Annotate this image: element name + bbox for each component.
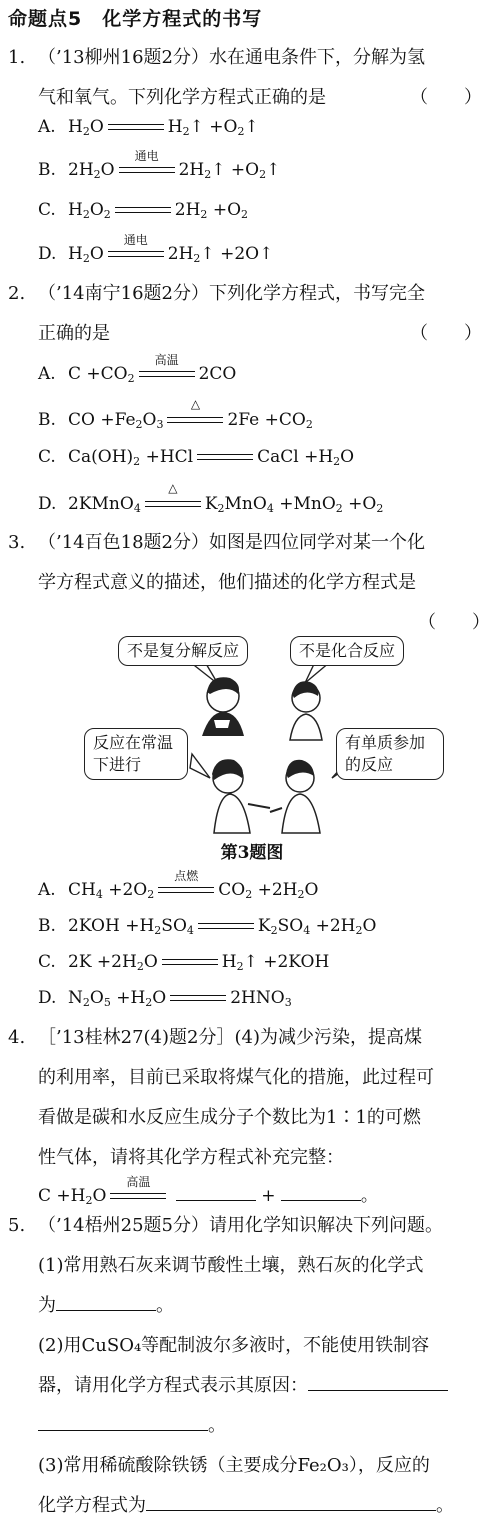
speech-bubble-3: 反应在常温下进行 (84, 728, 188, 780)
q1-option-a: A. $H_2O$ $H_2↑$ $+O_2↑$ (38, 117, 259, 138)
q3-option-c: C. $2K +2H_2O$ $H_2↑ +2KOH$ (38, 952, 330, 973)
question-5: 5. （’14梧州25题5分）请用化学知识解决下列问题。 (1)常用熟石灰来调节酸性土壤，熟石灰的化学式 为 。 (2)用CuSO₄等配制波尔多液时，不能使用铁制容 器，请用化学方程式表示其原因： 。 (3)常用稀硫酸除铁锈（主要成分Fe₂O₃），反应的 化学方程式为 。 (8, 1215, 454, 1516)
q1-option-c: C. $H_2O_2$ $2H_2 +O_2$ (38, 200, 249, 221)
question-3: 3. （’14百色18题2分）如图是四位同学对某一个化 学方程式意义的描述，他们描述的化学方程式是 （ ） (8, 532, 490, 633)
q3-figure (93, 628, 426, 843)
q1-option-b: B. $2H_2O$ 通电 $2H_2↑$ $+O_2↑$ (38, 148, 281, 181)
question-4: 4. ［’13桂林27(4)题2分］(4)为减少污染，提高煤 的利用率，目前已采取将煤气化的措施，此过程可 看做是碳和水反应生成分子个数比为1∶1的可燃 性气体，请将其化学方程式补充完整： (8, 1027, 434, 1168)
q2-option-d: D. 2KMnO$_4$ △ $K_2MnO_4 +MnO_2 +O_2$ (38, 480, 384, 515)
q3-stem-line1: （’14百色18题2分）如图是四位同学对某一个化 (38, 532, 425, 553)
q3-figure-caption: 第3题图 (220, 843, 284, 863)
q2-option-b: B. CO $+Fe_2O_3$ △ $2Fe +CO_2$ (38, 396, 313, 431)
q5-stem-line1: （’14梧州25题5分）请用化学知识解决下列问题。 (38, 1215, 443, 1236)
q3-answer-bracket: （ ） (418, 612, 490, 633)
q4-blank-2[interactable] (281, 1180, 361, 1201)
q4-stem-line4: 性气体，请将其化学方程式补充完整： (38, 1147, 344, 1168)
speech-bubble-1: 不是复分解反应 (118, 636, 248, 666)
q1-option-d: D. $H_2O$ 通电 $2H_2↑$ +2O↑ (38, 232, 274, 265)
q5-part2-line1: (2)用CuSO₄等配制波尔多液时，不能使用铁制容 (38, 1335, 430, 1356)
question-1 (8, 38, 496, 118)
q5-part1-line1: (1)常用熟石灰来调节酸性土壤，熟石灰的化学式 (38, 1255, 424, 1276)
speech-bubble-4: 有单质参加的反应 (336, 728, 444, 780)
q4-stem-line2: 的利用率，目前已采取将煤气化的措施，此过程可 (38, 1067, 434, 1088)
q1-number: 1. (8, 47, 26, 68)
q2-stem-line1: （’14南宁16题2分）下列化学方程式，书写完全 (38, 283, 425, 304)
q5-part3-line1: (3)常用稀硫酸除铁锈（主要成分Fe₂O₃），反应的 (38, 1455, 430, 1476)
q3-option-b: B. $2KOH +H_2SO_4$ $K_2SO_4 +2H_2O$ (38, 916, 377, 937)
q2-option-a: A. $C +CO_2$ 高温 2CO (38, 352, 237, 385)
q1-answer-bracket: （ ） (410, 87, 482, 108)
q5-blank-1[interactable] (56, 1290, 156, 1311)
q3-option-d: D. $N_2O_5 +H_2O$ $2HNO_3$ (38, 988, 292, 1009)
q5-part1-line2: 为 (38, 1295, 56, 1316)
student-3-icon (212, 759, 270, 833)
q2-stem-line2: 正确的是 (38, 323, 110, 344)
q5-blank-3[interactable] (146, 1490, 436, 1511)
student-4-icon (270, 760, 320, 833)
q5-blank-2b[interactable] (38, 1410, 208, 1431)
q3-stem-line2: 学方程式意义的描述，他们描述的化学方程式是 (38, 572, 416, 593)
q5-part3-line2: 化学方程式为 (38, 1495, 146, 1516)
q1-stem-line2: 气和氧气。下列化学方程式正确的是 (38, 87, 326, 108)
q4-stem-line1: ［’13桂林27(4)题2分］(4)为减少污染，提高煤 (38, 1027, 422, 1048)
student-1-icon (202, 677, 244, 736)
q5-blank-2a[interactable] (308, 1370, 448, 1391)
q4-stem-line3: 看做是碳和水反应生成分子个数比为1∶1的可燃 (38, 1107, 421, 1128)
question-2: 2. （’14南宁16题2分）下列化学方程式，书写完全 正确的是 （ ） (8, 274, 496, 354)
q4-blank-1[interactable] (176, 1180, 256, 1201)
q2-answer-bracket: （ ） (410, 323, 482, 344)
q2-option-c: C. $Ca(OH)_2 +HCl$ CaCl $+H_2O$ (38, 447, 355, 468)
q1-stem-line1: （’13柳州16题2分）水在通电条件下，分解为氢 (38, 47, 425, 68)
student-2-icon (290, 681, 322, 740)
q5-part2-line2: 器，请用化学方程式表示其原因： (38, 1375, 308, 1396)
speech-bubble-2: 不是化合反应 (290, 636, 404, 666)
q3-option-a: A. $CH_4 +2O_2$ 点燃 $CO_2 +2H_2O$ (38, 868, 319, 901)
q4-equation: $C +H_2O$ 高温 + 。 (38, 1174, 378, 1207)
section-title: 命题点5 化学方程式的书写 (8, 8, 263, 30)
